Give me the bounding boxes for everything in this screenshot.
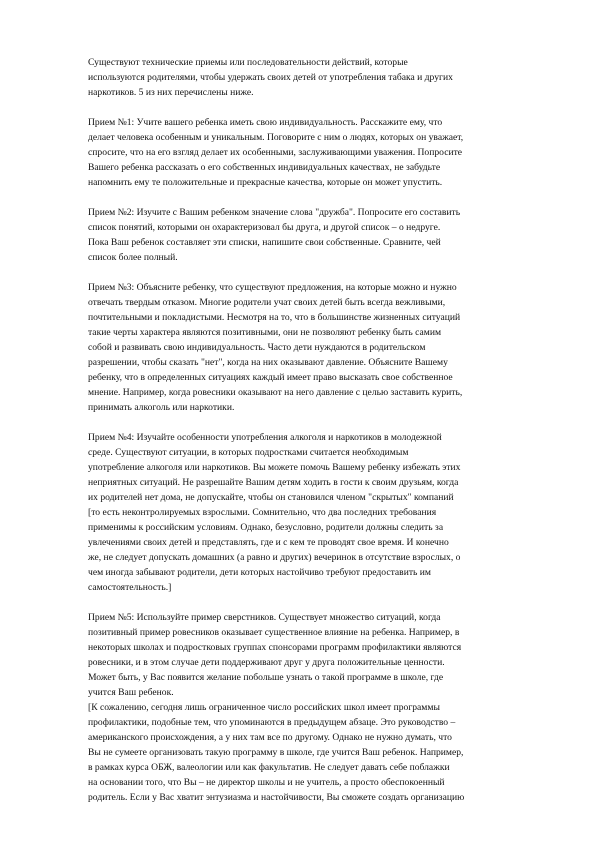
editor-note-paragraph: [К сожалению, сегодня лишь ограниченное число российских школ имеет программы профилактики, подобные тем, что упоминаются в предыдущем абзаце. Это руководство – американского происхождения, а у них там все по другому. Однако не нужно думать, что Вы не сумеете организовать такую программу в школе, где учится Ваш ребенок. Например, в рамках курса ОБЖ, валеологии или как факультатив. Не следует давать себе поблажки на основании того, что Вы – не директор школы и не учитель, а просто обеспокоенный родитель. Если у Вас хватит энтузиазма и настойчивости, Вы сможете создать организацию	[88, 702, 465, 803]
document-body	[88, 55, 540, 805]
technique-1-paragraph: Прием №1: Учите вашего ребенка иметь свою индивидуальность. Расскажите ему, что делает человека особенным и уникальным. Поговорите с ним о людях, которых он уважает, спросите, что на его взгляд делает их особенными, заслуживающими уважения. Попросите Вашего ребенка рассказать о его собственных индивидуальных качествах, не забудьте напомнить ему те положительные и прекрасные качества, которые он может упустить.	[88, 117, 464, 188]
technique-4-paragraph: Прием №4: Изучайте особенности употребления алкоголя и наркотиков в молодежной среде. Существуют ситуации, в которых подростками считается необходимым употребление алкоголя или наркотиков. Вы можете помочь Вашему ребенку избежать этих неприятных ситуаций. Не разрешайте Вашим детям ходить в гости к своим друзьям, когда их родителей нет дома, не допускайте, чтобы он становился членом "скрытых" компаний [то есть неконтролируемых взрослыми. Сомнительно, что два последних требования применимы к российским условиям. Однако, безусловно, родители должны следить за увлечениями своих детей и представлять, где и с кем те проводят свое время. И конечно же, не следует допускать домашних (а равно и других) вечеринок в отсутствие взрослых, о чем иногда забывают родители, дети которых настойчиво требуют предоставить им самостоятельность.]	[88, 432, 461, 593]
intro-paragraph: Существуют технические приемы или последовательности действий, которые используются родителями, чтобы удержать своих детей от употребления табака и других наркотиков. 5 из них перечислены ниже.	[88, 57, 453, 98]
technique-5-paragraph: Прием №5: Используйте пример сверстников. Существует множество ситуаций, когда позитивный пример ровесников оказывает существенное влияние на ребенка. Например, в некоторых школах и подростковых группах спонсорами программ профилактики являются ровесники, и в этом случае дети поддерживают друг у друга положительные ценности. Может быть, у Вас появится желание побольше узнать о такой программе в школе, где учится Ваш ребенок.	[88, 612, 462, 698]
technique-2-paragraph: Прием №2: Изучите с Вашим ребенком значение слова "дружба". Попросите его составить список понятий, которыми он охарактеризовал бы друга, и другой список – о недруге. Пока Ваш ребенок составляет эти списки, напишите свои собственные. Сравните, чей список более полный.	[88, 207, 461, 263]
technique-3-paragraph: Прием №3: Объясните ребенку, что существуют предложения, на которые можно и нужно отвечать твердым отказом. Многие родители учат своих детей быть всегда вежливыми, почтительными и покладистыми. Несмотря на то, что в большинстве жизненных ситуаций такие черты характера являются позитивными, они не позволяют ребенку быть самим собой и развивать свою индивидуальность. Часто дети нуждаются в родительском разрешении, чтобы сказать "нет", когда на них оказывают давление. Объясните Вашему ребенку, что в определенных ситуациях каждый имеет право высказать свое собственное мнение. Например, когда ровесники оказывают на него давление с целью заставить курить, принимать алкоголь или наркотики.	[88, 282, 463, 413]
